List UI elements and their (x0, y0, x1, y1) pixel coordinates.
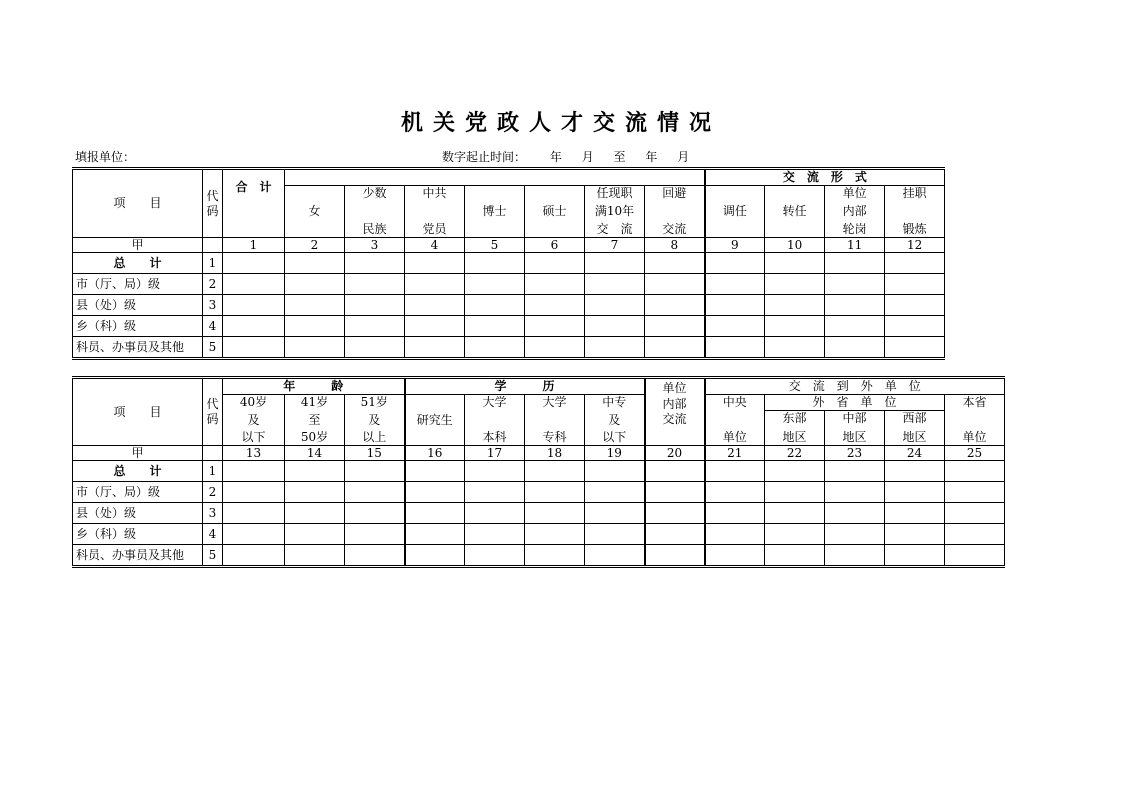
item-header-2: 项 目 (73, 378, 203, 446)
table-row (73, 482, 1005, 503)
data-cell[interactable] (525, 253, 585, 274)
header-line: 50岁 (300, 430, 329, 444)
total-header: 合 计 (223, 169, 285, 238)
data-cell[interactable] (285, 337, 345, 359)
data-cell[interactable] (705, 461, 765, 482)
header-line: 地区 (782, 430, 807, 444)
time-year-end: 年 (645, 150, 658, 164)
header-line: 研究生 (416, 412, 453, 427)
table-row (73, 295, 945, 316)
col-num-15: 15 (345, 446, 405, 461)
data-cell[interactable] (765, 545, 825, 567)
data-cell[interactable] (885, 337, 945, 359)
data-cell[interactable] (885, 482, 945, 503)
data-cell[interactable] (885, 295, 945, 316)
education-group-header: 学 历 (405, 378, 645, 395)
header-line: 交流 (662, 222, 687, 236)
data-cell[interactable] (525, 524, 585, 545)
col-num-12: 12 (885, 238, 945, 253)
data-cell[interactable] (765, 295, 825, 316)
data-cell[interactable] (405, 295, 465, 316)
header-line: 任现职 (596, 186, 633, 200)
data-cell[interactable] (585, 482, 645, 503)
header-line: 单位 (662, 381, 687, 395)
header-line: 调任 (722, 204, 747, 218)
col-num-16: 16 (405, 446, 465, 461)
col-header-21 (705, 395, 765, 446)
data-cell[interactable] (765, 503, 825, 524)
col-num-14: 14 (285, 446, 345, 461)
col-header-16 (405, 395, 465, 446)
data-cell[interactable] (645, 253, 705, 274)
col-num-2: 2 (285, 238, 345, 253)
data-cell[interactable] (885, 316, 945, 337)
col-header-18 (525, 395, 585, 446)
data-cell[interactable] (825, 253, 885, 274)
data-cell[interactable] (285, 274, 345, 295)
row-label: 科员、办事员及其他 (73, 337, 203, 359)
data-cell[interactable] (825, 482, 885, 503)
data-cell[interactable] (223, 316, 285, 337)
header-line: 单位 (962, 430, 987, 444)
data-cell[interactable] (945, 545, 1005, 567)
row-label: 科员、办事员及其他 (73, 545, 203, 567)
data-cell[interactable] (585, 524, 645, 545)
data-cell[interactable] (285, 503, 345, 524)
header-line: 至 (308, 412, 321, 427)
header-line: 大学 (482, 395, 507, 409)
data-cell[interactable] (525, 482, 585, 503)
data-cell[interactable] (765, 482, 825, 503)
header-line: 中央 (722, 395, 747, 409)
header-line: 满10年 (594, 204, 635, 218)
data-cell[interactable] (945, 482, 1005, 503)
header-line: 锻炼 (902, 222, 927, 236)
header-line: 及 (608, 412, 621, 427)
col-num-24: 24 (885, 446, 945, 461)
data-cell[interactable] (223, 503, 285, 524)
data-cell[interactable] (885, 545, 945, 567)
exchange-form-table (72, 167, 945, 360)
data-cell[interactable] (405, 545, 465, 567)
data-cell[interactable] (223, 524, 285, 545)
header-line: 大学 (542, 395, 567, 409)
data-cell[interactable] (705, 253, 765, 274)
header-line: 中专 (602, 395, 627, 409)
data-cell[interactable] (645, 295, 705, 316)
data-cell[interactable] (465, 316, 525, 337)
col-header-10 (765, 186, 825, 238)
header-line: 西部 (902, 411, 927, 425)
data-cell[interactable] (765, 253, 825, 274)
data-cell[interactable] (285, 545, 345, 567)
row-code: 4 (203, 524, 223, 545)
data-cell[interactable] (705, 545, 765, 567)
time-year-start: 年 (549, 150, 562, 164)
data-cell[interactable] (345, 545, 405, 567)
exchange-form-group-header: 交 流 形 式 (705, 169, 945, 186)
header-line: 单位 (722, 430, 747, 444)
data-cell[interactable] (585, 545, 645, 567)
col-num-11: 11 (825, 238, 885, 253)
header-line: 转任 (782, 204, 807, 218)
table-row (73, 461, 1005, 482)
data-cell[interactable] (465, 274, 525, 295)
data-cell[interactable] (825, 503, 885, 524)
data-cell[interactable] (345, 524, 405, 545)
col-num-25: 25 (945, 446, 1005, 461)
data-cell[interactable] (465, 503, 525, 524)
row-label: 县（处）级 (73, 503, 203, 524)
data-cell[interactable] (645, 545, 705, 567)
data-cell[interactable] (525, 461, 585, 482)
header-line: 本科 (482, 430, 507, 444)
header-line: 博士 (482, 204, 507, 218)
col-num-9: 9 (705, 238, 765, 253)
data-cell[interactable] (223, 337, 285, 359)
data-cell[interactable] (285, 295, 345, 316)
col-num-5: 5 (465, 238, 525, 253)
table-row (73, 337, 945, 359)
data-cell[interactable] (405, 337, 465, 359)
other-province-group-header: 外 省 单 位 (765, 395, 945, 411)
header-line: 单位 (842, 186, 867, 200)
data-cell[interactable] (345, 316, 405, 337)
data-cell[interactable] (585, 295, 645, 316)
data-cell[interactable] (345, 482, 405, 503)
data-cell[interactable] (465, 524, 525, 545)
col-num-10: 10 (765, 238, 825, 253)
data-cell[interactable] (285, 482, 345, 503)
col-header-17 (465, 395, 525, 446)
data-cell[interactable] (825, 316, 885, 337)
col-header-22 (765, 411, 825, 446)
page-title: 机关党政人才交流情况 (400, 111, 721, 136)
table-row (73, 503, 1005, 524)
data-cell[interactable] (945, 461, 1005, 482)
header-line: 中部 (842, 411, 867, 425)
table-row (73, 524, 1005, 545)
col-num-23: 23 (825, 446, 885, 461)
time-range-label (442, 148, 689, 165)
data-cell[interactable] (465, 545, 525, 567)
data-cell[interactable] (885, 253, 945, 274)
col-header-23 (825, 411, 885, 446)
data-cell[interactable] (465, 253, 525, 274)
row-code: 4 (203, 316, 223, 337)
header-line: 交 流 (596, 222, 633, 236)
data-cell[interactable] (223, 545, 285, 567)
data-cell[interactable] (405, 482, 465, 503)
data-cell[interactable] (223, 482, 285, 503)
data-cell[interactable] (825, 337, 885, 359)
row-code: 5 (203, 545, 223, 567)
data-cell[interactable] (885, 503, 945, 524)
exchange-out-group-header: 交 流 到 外 单 位 (705, 378, 1005, 395)
header-line: 挂职 (902, 186, 927, 200)
table-row (73, 545, 1005, 567)
col-header-14 (285, 395, 345, 446)
header-line: 内部 (842, 204, 867, 218)
data-cell[interactable] (645, 503, 705, 524)
jia-label-2: 甲 (73, 446, 203, 461)
header-line: 40岁 (239, 395, 268, 409)
col-header-5 (465, 186, 525, 238)
col-header-24 (885, 411, 945, 446)
header-line: 本省 (962, 395, 987, 409)
table-row (73, 274, 945, 295)
data-cell[interactable] (705, 316, 765, 337)
data-cell[interactable] (285, 316, 345, 337)
data-cell[interactable] (585, 274, 645, 295)
time-month-start: 月 (581, 150, 594, 164)
data-cell[interactable] (223, 253, 285, 274)
data-cell[interactable] (645, 461, 705, 482)
code-blank-2 (203, 446, 223, 461)
col-header-19 (585, 395, 645, 446)
data-cell[interactable] (705, 295, 765, 316)
header-line: 内部 (662, 396, 687, 411)
header-line: 女 (308, 204, 321, 218)
blank-group-header (285, 169, 705, 186)
data-cell[interactable] (465, 482, 525, 503)
header-line: 地区 (902, 430, 927, 444)
col-num-4: 4 (405, 238, 465, 253)
col-num-8: 8 (645, 238, 705, 253)
col-header-4 (405, 186, 465, 238)
header-line: 交流 (662, 412, 687, 426)
col-header-25 (945, 395, 1005, 446)
data-cell[interactable] (585, 253, 645, 274)
data-cell[interactable] (285, 524, 345, 545)
col-header-8 (645, 186, 705, 238)
row-label: 总 计 (73, 253, 203, 274)
data-cell[interactable] (405, 503, 465, 524)
col-header-20 (645, 378, 705, 446)
header-line: 以下 (241, 430, 266, 444)
table-row (73, 253, 945, 274)
header-line: 东部 (782, 411, 807, 425)
data-cell[interactable] (405, 524, 465, 545)
data-cell[interactable] (945, 503, 1005, 524)
data-cell[interactable] (705, 482, 765, 503)
data-cell[interactable] (525, 545, 585, 567)
code-blank (203, 238, 223, 253)
header-line: 以下 (602, 430, 627, 444)
data-cell[interactable] (285, 253, 345, 274)
data-cell[interactable] (405, 461, 465, 482)
col-header-13 (223, 395, 285, 446)
data-cell[interactable] (585, 461, 645, 482)
data-cell[interactable] (885, 274, 945, 295)
data-cell[interactable] (645, 482, 705, 503)
data-cell[interactable] (345, 253, 405, 274)
data-cell[interactable] (405, 274, 465, 295)
data-cell[interactable] (525, 337, 585, 359)
header-line: 及 (247, 412, 260, 427)
data-cell[interactable] (525, 274, 585, 295)
time-month-end: 月 (677, 150, 690, 164)
header-line: 地区 (842, 430, 867, 444)
row-label: 总 计 (73, 461, 203, 482)
data-cell[interactable] (345, 461, 405, 482)
data-cell[interactable] (765, 316, 825, 337)
data-cell[interactable] (885, 524, 945, 545)
data-cell[interactable] (223, 295, 285, 316)
row-code: 2 (203, 482, 223, 503)
header-line: 回避 (662, 186, 687, 200)
data-cell[interactable] (645, 316, 705, 337)
header-line: 以上 (362, 430, 387, 444)
age-group-header: 年 龄 (223, 378, 405, 395)
col-num-7: 7 (585, 238, 645, 253)
row-code: 3 (203, 295, 223, 316)
col-num-3: 3 (345, 238, 405, 253)
data-cell[interactable] (705, 524, 765, 545)
col-num-20: 20 (645, 446, 705, 461)
data-cell[interactable] (585, 316, 645, 337)
header-line: 民族 (362, 222, 387, 236)
header-line: 少数 (362, 186, 387, 200)
data-cell[interactable] (585, 337, 645, 359)
data-cell[interactable] (705, 337, 765, 359)
data-cell[interactable] (825, 461, 885, 482)
col-header-9 (705, 186, 765, 238)
data-cell[interactable] (525, 316, 585, 337)
table-row (73, 316, 945, 337)
row-code: 3 (203, 503, 223, 524)
header-line: 51岁 (360, 395, 388, 409)
col-num-22: 22 (765, 446, 825, 461)
data-cell[interactable] (765, 274, 825, 295)
col-num-13: 13 (223, 446, 285, 461)
data-cell[interactable] (765, 337, 825, 359)
code-header-2: 代 码 (203, 378, 223, 446)
col-header-7 (585, 186, 645, 238)
data-cell[interactable] (705, 274, 765, 295)
data-cell[interactable] (825, 295, 885, 316)
data-cell[interactable] (345, 503, 405, 524)
data-cell[interactable] (405, 253, 465, 274)
row-label: 市（厅、局）级 (73, 274, 203, 295)
col-num-18: 18 (525, 446, 585, 461)
data-cell[interactable] (223, 461, 285, 482)
data-cell[interactable] (465, 295, 525, 316)
row-code: 1 (203, 253, 223, 274)
col-num-19: 19 (585, 446, 645, 461)
time-to: 至 (613, 150, 626, 164)
col-num-17: 17 (465, 446, 525, 461)
data-cell[interactable] (825, 274, 885, 295)
col-header-12 (885, 186, 945, 238)
row-label: 县（处）级 (73, 295, 203, 316)
code-header: 代 码 (203, 169, 223, 238)
header-line: 中共 (422, 186, 447, 200)
data-cell[interactable] (345, 337, 405, 359)
header-line: 党员 (422, 222, 447, 236)
data-cell[interactable] (465, 461, 525, 482)
col-num-1: 1 (223, 238, 285, 253)
col-header-11 (825, 186, 885, 238)
data-cell[interactable] (645, 274, 705, 295)
data-cell[interactable] (645, 524, 705, 545)
data-cell[interactable] (945, 524, 1005, 545)
age-education-table (72, 376, 1005, 568)
reporting-unit-label: 填报单位： (75, 150, 136, 164)
row-label: 乡（科）级 (73, 316, 203, 337)
row-code: 2 (203, 274, 223, 295)
col-header-15 (345, 395, 405, 446)
header-line: 41岁 (300, 395, 329, 409)
row-label: 乡（科）级 (73, 524, 203, 545)
data-cell[interactable] (825, 524, 885, 545)
col-num-6: 6 (525, 238, 585, 253)
data-cell[interactable] (345, 295, 405, 316)
data-cell[interactable] (885, 461, 945, 482)
data-cell[interactable] (223, 274, 285, 295)
col-header-3 (345, 186, 405, 238)
data-cell[interactable] (465, 337, 525, 359)
data-cell[interactable] (525, 503, 585, 524)
data-cell[interactable] (645, 337, 705, 359)
row-label: 市（厅、局）级 (73, 482, 203, 503)
row-code: 1 (203, 461, 223, 482)
col-header-6 (525, 186, 585, 238)
data-cell[interactable] (705, 503, 765, 524)
header-line: 硕士 (542, 204, 567, 218)
row-code: 5 (203, 337, 223, 359)
data-cell[interactable] (285, 461, 345, 482)
item-header: 项 目 (73, 169, 203, 238)
data-cell[interactable] (405, 316, 465, 337)
data-cell[interactable] (525, 295, 585, 316)
data-cell[interactable] (345, 274, 405, 295)
col-header-2 (285, 186, 345, 238)
header-line: 轮岗 (842, 222, 867, 236)
header-line: 专科 (542, 430, 567, 444)
data-cell[interactable] (585, 503, 645, 524)
col-num-21: 21 (705, 446, 765, 461)
time-range-caption: 数字起止时间： (442, 150, 527, 164)
data-cell[interactable] (765, 524, 825, 545)
header-line: 及 (368, 412, 381, 427)
data-cell[interactable] (765, 461, 825, 482)
data-cell[interactable] (825, 545, 885, 567)
jia-label: 甲 (73, 238, 203, 253)
